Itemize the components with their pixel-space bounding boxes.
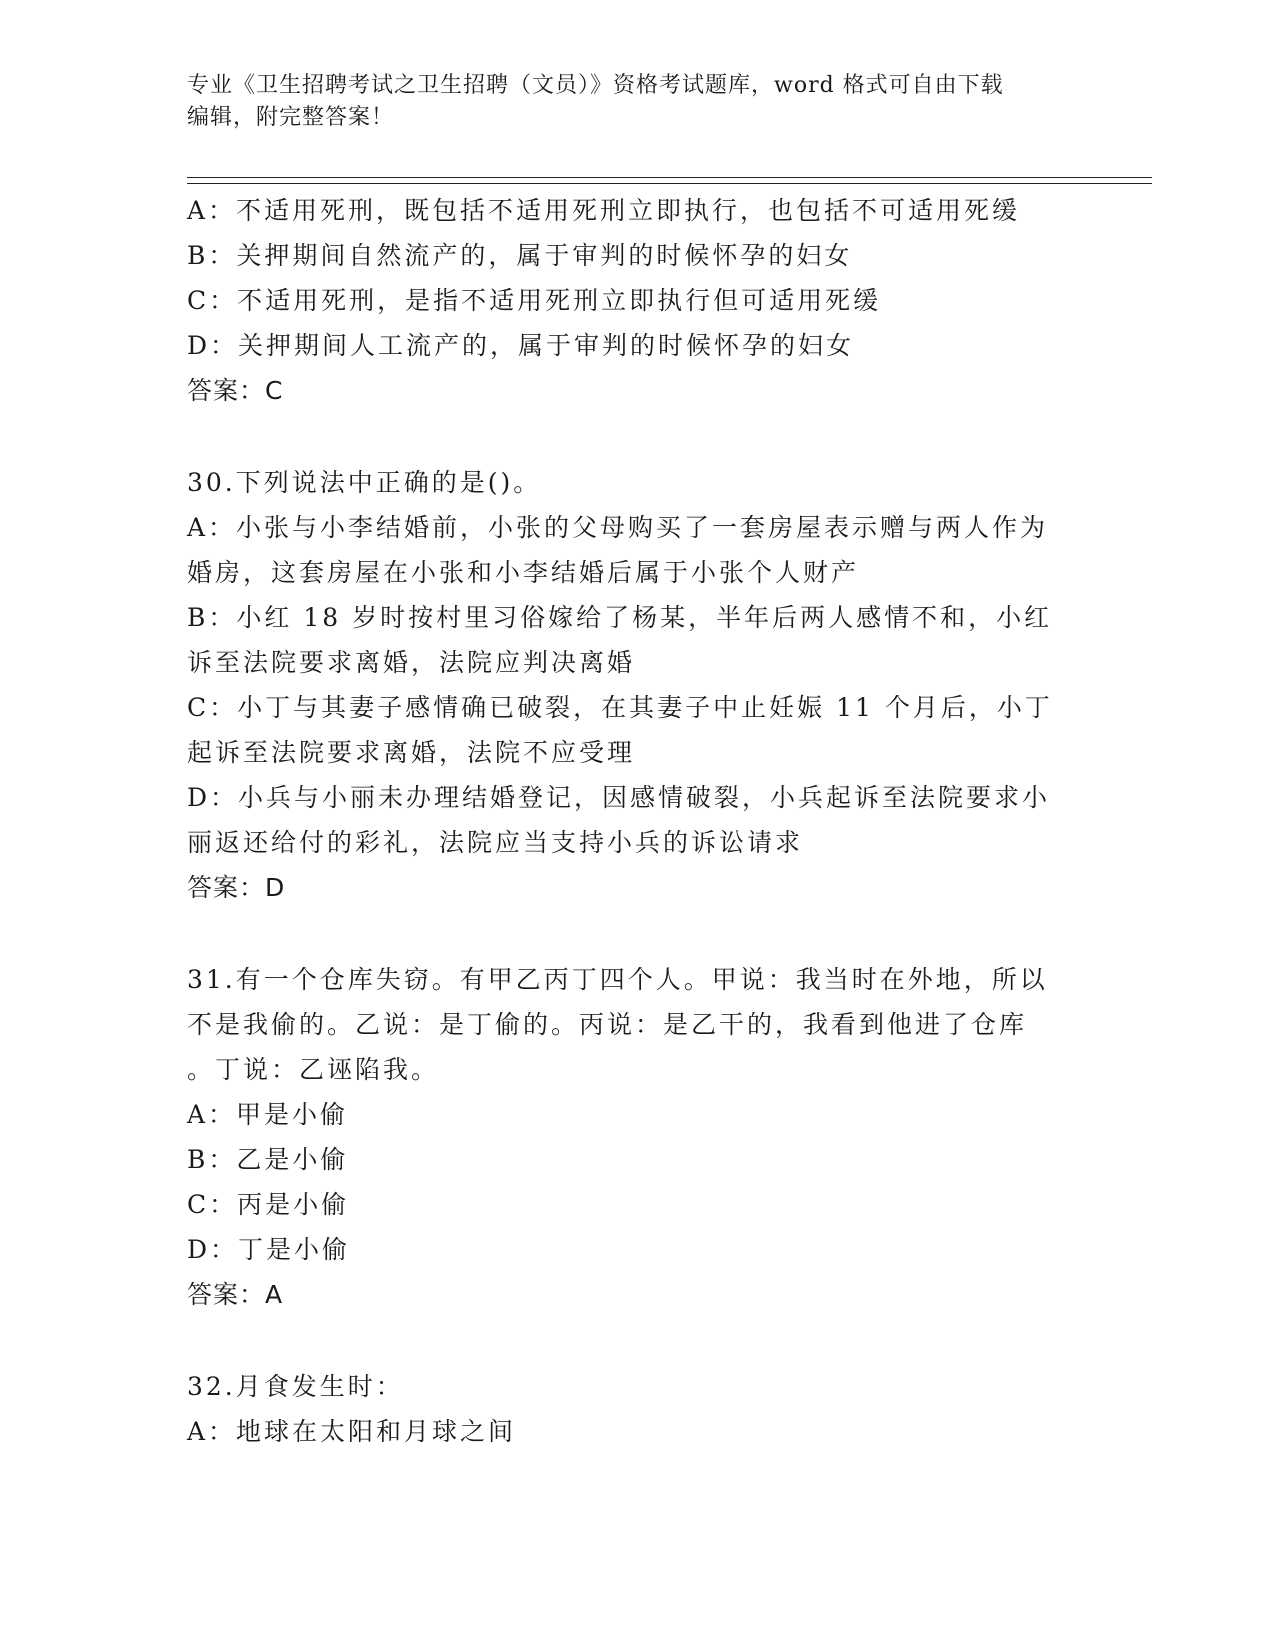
option-a: A：甲是小偷 [187, 1100, 349, 1129]
question-text: 30.下列说法中正确的是()。 [187, 468, 542, 497]
option-b: B：乙是小偷 [187, 1145, 349, 1174]
question-text-line-2: 不是我偷的。乙说：是丁偷的。丙说：是乙干的，我看到他进了仓库 [187, 1010, 1028, 1039]
option-a: A：地球在太阳和月球之间 [187, 1417, 517, 1446]
answer-line: 答案：C [187, 376, 284, 405]
option-c: C：不适用死刑，是指不适用死刑立即执行但可适用死缓 [187, 286, 882, 315]
spacer [187, 1317, 1087, 1364]
option-a-line-1: A：小张与小李结婚前，小张的父母购买了一套房屋表示赠与两人作为 [187, 513, 1049, 542]
question-content [187, 188, 1087, 1454]
answer-line: 答案：A [187, 1280, 284, 1309]
question-text: 32.月食发生时： [187, 1372, 404, 1401]
option-b-line-2: 诉至法院要求离婚，法院应判决离婚 [187, 648, 636, 677]
option-a: A：不适用死刑，既包括不适用死刑立即执行，也包括不可适用死缓 [187, 196, 1021, 225]
option-d-line-2: 丽返还给付的彩礼，法院应当支持小兵的诉讼请求 [187, 828, 804, 857]
option-d: D：丁是小偷 [187, 1235, 351, 1264]
option-d: D：关押期间人工流产的，属于审判的时候怀孕的妇女 [187, 331, 855, 360]
header-line-2: 编辑，附完整答案！ [187, 105, 395, 130]
header-divider-bottom [187, 183, 1152, 184]
question-29-block [187, 188, 1087, 413]
option-c: C：丙是小偷 [187, 1190, 350, 1219]
spacer [187, 910, 1087, 957]
spacer [187, 413, 1087, 460]
question-text-line-1: 31.有一个仓库失窃。有甲乙丙丁四个人。甲说：我当时在外地，所以 [187, 965, 1048, 994]
header-line-1: 专业《卫生招聘考试之卫生招聘（文员）》资格考试题库，word 格式可自由下载 [187, 73, 1004, 98]
option-d-line-1: D：小兵与小丽未办理结婚登记，因感情破裂，小兵起诉至法院要求小 [187, 783, 1051, 812]
question-32-block [187, 1364, 1087, 1454]
question-text-line-3: 。丁说：乙诬陷我。 [187, 1055, 440, 1084]
option-b-line-1: B：小红 18 岁时按村里习俗嫁给了杨某，半年后两人感情不和，小红 [187, 603, 1053, 632]
option-a-line-2: 婚房，这套房屋在小张和小李结婚后属于小张个人财产 [187, 558, 860, 587]
answer-line: 答案：D [187, 873, 286, 902]
question-30-block [187, 460, 1087, 910]
header-divider-top [187, 177, 1152, 178]
option-c-line-1: C：小丁与其妻子感情确已破裂，在其妻子中止妊娠 11 个月后，小丁 [187, 693, 1053, 722]
document-header [187, 70, 1087, 134]
question-31-block [187, 957, 1087, 1317]
option-c-line-2: 起诉至法院要求离婚，法院不应受理 [187, 738, 636, 767]
option-b: B：关押期间自然流产的，属于审判的时候怀孕的妇女 [187, 241, 853, 270]
